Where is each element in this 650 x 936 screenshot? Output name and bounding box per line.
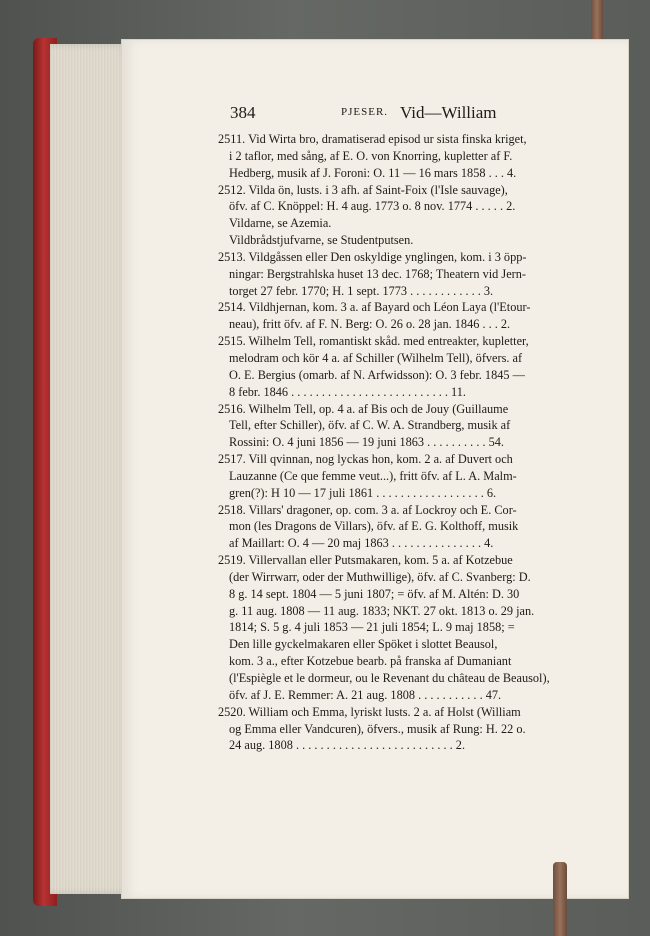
- entry-line: Rossini: O. 4 juni 1856 — 19 juni 1863 . . . . . . . . . . 54.: [229, 435, 504, 450]
- section-title: PJESER.: [341, 106, 389, 118]
- entry-line: ningar: Bergstrahlska huset 13 dec. 1768; Theatern vid Jern-: [229, 266, 526, 281]
- entry-line: O. E. Bergius (omarb. af N. Arfwidsson): O. 3 febr. 1845 —: [229, 367, 525, 382]
- entry-line: öfv. af J. E. Remmer: A. 21 aug. 1808 . . . . . . . . . . . 47.: [229, 687, 502, 702]
- entry-line: kom. 3 a., efter Kotzebue bearb. på franska af Dumaniant: [229, 654, 512, 669]
- entry-line: 24 aug. 1808 . . . . . . . . . . . . . . . . . . . . . . . . . . 2.: [229, 738, 466, 753]
- entry-line: Den lille gyckelmakaren eller Spöket i slottet Beausol,: [229, 637, 498, 652]
- entry-line: öfv. af C. Knöppel: H. 4 aug. 1773 o. 8 nov. 1774 . . . . . 2.: [229, 199, 516, 214]
- page-number: 384: [230, 103, 256, 122]
- entry-line: g. 11 aug. 1808 — 11 aug. 1833; NKT. 27 okt. 1813 o. 29 jan.: [229, 603, 535, 618]
- entry-line: 2519. Villervallan eller Putsmakaren, kom. 5 a. af Kotzebue: [218, 553, 513, 568]
- entry-line: 8 g. 14 sept. 1804 — 5 juni 1807; = öfv. af M. Altén: D. 30: [229, 586, 520, 601]
- entry-line: mon (les Dragons de Villars), öfv. af E. G. Kolthoff, musik: [229, 519, 519, 534]
- catalog-entries: [218, 131, 628, 754]
- entry-line: Vildbrådstjufvarne, se Studentputsen.: [229, 233, 414, 248]
- entry-line: gren(?): H 10 — 17 juli 1861 . . . . . . . . . . . . . . . . . . 6.: [229, 485, 497, 500]
- entry-line: af Maillart: O. 4 — 20 maj 1863 . . . . . . . . . . . . . . . 4.: [229, 536, 494, 551]
- entry-range: Vid—William: [400, 103, 497, 122]
- entry-line: Hedberg, musik af J. Foroni: O. 11 — 16 mars 1858 . . . 4.: [229, 165, 517, 180]
- entry-line: 2515. Wilhelm Tell, romantiskt skåd. med entreakter, kupletter,: [218, 334, 529, 349]
- entry-line: 2511. Vid Wirta bro, dramatiserad episod ur sista finska kriget,: [218, 132, 527, 146]
- bookmark-ribbon-bottom: [553, 862, 567, 936]
- entry-line: 2520. William och Emma, lyriskt lusts. 2 a. af Holst (William: [218, 704, 521, 719]
- entry-line: 2514. Vildhjernan, kom. 3 a. af Bayard och Léon Laya (l'Etour-: [218, 300, 531, 315]
- entry-line: 2517. Vill qvinnan, nog lyckas hon, kom. 2 a. af Duvert och: [218, 452, 513, 467]
- entry-line: (l'Espiègle et le dormeur, ou le Revenant du château de Beausol),: [229, 671, 550, 685]
- entry-line: Vildarne, se Azemia.: [229, 216, 332, 231]
- entry-line: Tell, efter Schiller), öfv. af C. W. A. Strandberg, musik af: [229, 418, 511, 433]
- entry-line: 2513. Vildgåssen eller Den oskyldige ynglingen, kom. i 3 öpp-: [218, 249, 527, 264]
- entry-line: neau), fritt öfv. af F. N. Berg: O. 26 o. 28 jan. 1846 . . . 2.: [229, 317, 511, 332]
- entry-line: 2516. Wilhelm Tell, op. 4 a. af Bis och de Jouy (Guillaume: [218, 401, 509, 416]
- entry-line: 8 febr. 1846 . . . . . . . . . . . . . . . . . . . . . . . . . . 11.: [229, 384, 466, 399]
- entry-line: Lauzanne (Ce que femme veut...), fritt öfv. af L. A. Malm-: [229, 468, 517, 483]
- entry-line: (der Wirrwarr, oder der Muthwillige), öfv. af C. Svanberg: D.: [229, 569, 531, 584]
- page-edges: [50, 44, 130, 894]
- entry-line: i 2 taflor, med sång, af E. O. von Knorring, kupletter af F.: [229, 148, 513, 163]
- entry-line: og Emma eller Vandcuren), öfvers., musik af Rung: H. 22 o.: [229, 721, 526, 736]
- entry-line: 1814; S. 5 g. 4 juli 1853 — 21 juli 1854; L. 9 maj 1858; =: [229, 620, 515, 635]
- entry-line: 2518. Villars' dragoner, op. com. 3 a. af Lockroy och E. Cor-: [218, 502, 517, 517]
- running-header: [230, 103, 630, 125]
- entry-line: torget 27 febr. 1770; H. 1 sept. 1773 . . . . . . . . . . . . 3.: [229, 283, 494, 298]
- entry-line: melodram och kör 4 a. af Schiller (Wilhelm Tell), öfvers. af: [229, 350, 523, 365]
- entry-line: 2512. Vilda ön, lusts. i 3 afh. af Saint-Foix (l'Isle sauvage),: [218, 182, 508, 197]
